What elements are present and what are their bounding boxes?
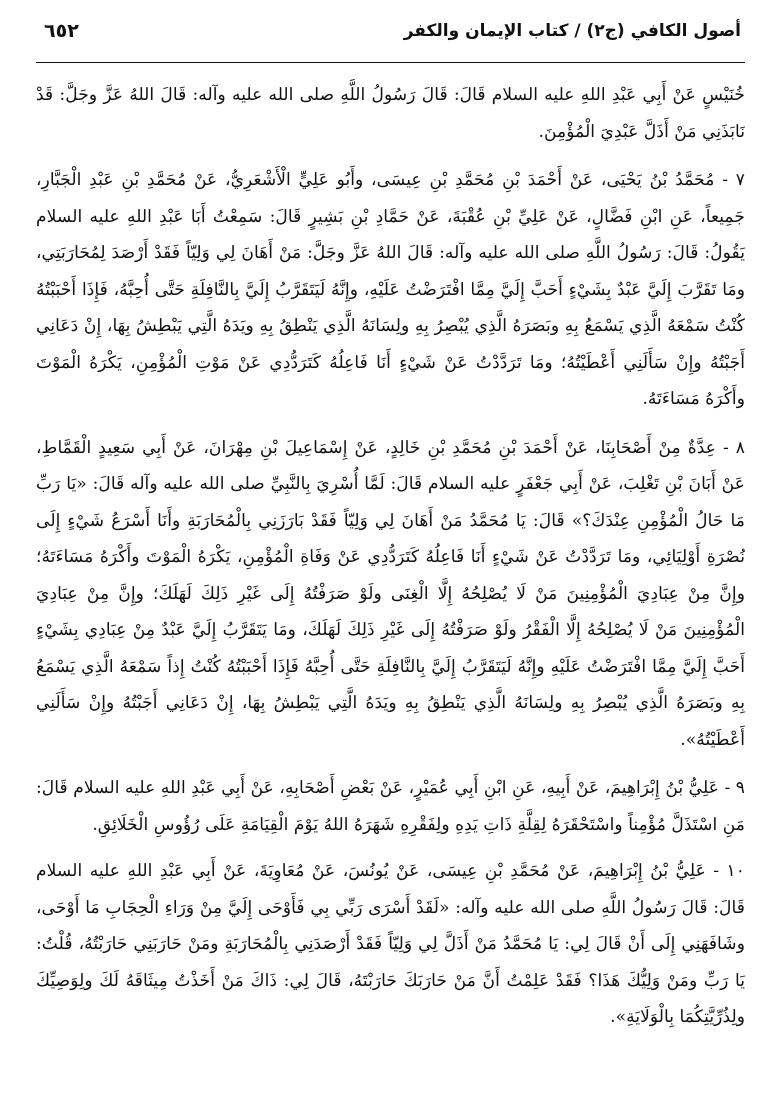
paragraph-hadith-8: ٨ - عِدَّةٌ مِنْ أَصْحَابِنَا، عَنْ أَحْمَدَ بْنِ مُحَمَّدِ بْنِ خَالِدٍ، عَنْ إِسْمَاعِيلَ بْنِ مِهْرَانَ، عَنْ أَبِي سَعِيدٍ الْقَمَّاطِ، عَنْ أَبَانَ بْنِ تَغْلِبَ، عَنْ أَبِي جَعْفَرٍ عليه السلام قَالَ: لَمَّا أُسْرِيَ بِالنَّبِيِّ صلى الله عليه وآله قَالَ: «يَا رَبِّ مَا حَالُ الْمُؤْمِنِ عِنْدَكَ؟» قَالَ: يَا مُحَمَّدُ مَنْ أَهَانَ لِي وَلِيّاً فَقَدْ بَارَزَنِي بِالْمُحَارَبَةِ وأَنَا أَسْرَعُ شَيْءٍ إِلَى نُصْرَةِ أَوْلِيَائِي، ومَا تَرَدَّدْتُ عَنْ شَيْءٍ أَنَا فَاعِلُهُ كَتَرَدُّدِي عَنْ وَفَاةِ الْمُؤْمِنِ، يَكْرَهُ الْمَوْتَ وأَكْرَهُ مَسَاءَتَهُ؛ وإِنَّ مِنْ عِبَادِيَ الْمُؤْمِنِينَ مَنْ لَا يُصْلِحُهُ إِلَّا الْغِنَى ولَوْ صَرَفْتُهُ إِلَى غَيْرِ ذَلِكَ لَهَلَكَ؛ وإِنَّ مِنْ عِبَادِيَ الْمُؤْمِنِينَ مَنْ لَا يُصْلِحُهُ إِلَّا الْفَقْرُ ولَوْ صَرَفْتُهُ إِلَى غَيْرِ ذَلِكَ لَهَلَكَ، ومَا يَتَقَرَّبُ إِلَيَّ عَبْدٌ مِنْ عِبَادِي بِشَيْءٍ أَحَبَّ إِلَيَّ مِمَّا افْتَرَضْتُ عَلَيْهِ وإِنَّهُ لَيَتَقَرَّبُ إِلَيَّ بِالنَّافِلَةِ حَتَّى أُحِبَّهُ فَإِذَا أَحْبَبْتُهُ كُنْتُ إِذاً سَمْعَهُ الَّذِي يَسْمَعُ بِهِ وبَصَرَهُ الَّذِي يُبْصِرُ بِهِ ولِسَانَهُ الَّذِي يَنْطِقُ بِهِ ويَدَهُ الَّتِي يَبْطِشُ بِهَا، إِنْ دَعَانِي أَجَبْتُهُ وإِنْ سَأَلَنِي أَعْطَيْتُهُ». xyxy=(36,437,745,750)
paragraph-hadith-10: ١٠ - عَلِيُّ بْنُ إِبْرَاهِيمَ، عَنْ مُحَمَّدِ بْنِ عِيسَى، عَنْ يُونُسَ، عَنْ مُعَاوِيَةَ، عَنْ أَبِي عَبْدِ اللهِ عليه السلام قَالَ: قَالَ رَسُولُ اللَّهِ صلى الله عليه وآله: «لَقَدْ أَسْرَى رَبِّي بِي فَأَوْحَى إِلَيَّ مِنْ وَرَاءِ الْحِجَابِ مَا أَوْحَى، وشَافَهَنِي إِلَى أَنْ قَالَ لِي: يَا مُحَمَّدُ مَنْ أَذَلَّ لِي وَلِيّاً فَقَدْ أَرْصَدَنِي بِالْمُحَارَبَةِ ومَنْ حَارَبَنِي حَارَبْتُهُ، قُلْتُ: يَا رَبِّ ومَنْ وَلِيُّكَ هَذَا؟ فَقَدْ عَلِمْتُ أَنَّ مَنْ حَارَبَكَ حَارَبْتَهُ، قَالَ لِي: ذَاكَ مَنْ أَخَذْتُ مِيثَاقَهُ لَكَ ولِوَصِيِّكَ ولِذُرِّيَّتِكُمَا بِالْوَلَايَةِ». xyxy=(36,861,745,1027)
page-number: ٦٥٢ xyxy=(44,20,79,42)
page-body xyxy=(36,77,745,1036)
paragraph-hadith-9: ٩ - عَلِيُّ بْنُ إِبْرَاهِيمَ، عَنْ أَبِيهِ، عَنِ ابْنِ أَبِي عُمَيْرٍ، عَنْ بَعْضِ أَصْحَابِهِ، عَنْ أَبِي عَبْدِ اللهِ عليه السلام قَالَ: مَنِ اسْتَذَلَّ مُؤْمِناً واسْتَحْقَرَهُ لِقِلَّةِ ذَاتِ يَدِهِ ولِفَقْرِهِ شَهَرَهُ اللهُ يَوْمَ الْقِيَامَةِ عَلَى رُؤُوسِ الْخَلَائِقِ. xyxy=(36,778,745,835)
running-title: أصول الكافي (ج٢) / كتاب الإيمان والكفر xyxy=(403,21,741,41)
running-header xyxy=(36,0,745,63)
paragraph-hadith-7: ٧ - مُحَمَّدُ بْنُ يَحْيَى، عَنْ أَحْمَدَ بْنِ مُحَمَّدِ بْنِ عِيسَى، وأَبُو عَلِيٍّ الْأَشْعَرِيُّ، عَنْ مُحَمَّدِ بْنِ عَبْدِ الْجَبَّارِ، جَمِيعاً، عَنِ ابْنِ فَضَّالٍ، عَنْ عَلِيِّ بْنِ عُقْبَةَ، عَنْ حَمَّادِ بْنِ بَشِيرٍ قَالَ: سَمِعْتُ أَبَا عَبْدِ اللهِ عليه السلام يَقُولُ: قَالَ: رَسُولُ اللَّهِ صلى الله عليه وآله: قَالَ اللهُ عَزَّ وجَلَّ: مَنْ أَهَانَ لِي وَلِيّاً فَقَدْ أَرْصَدَ لِمُحَارَبَتِي، ومَا تَقَرَّبَ إِلَيَّ عَبْدٌ بِشَيْءٍ أَحَبَّ إِلَيَّ مِمَّا افْتَرَضْتُ عَلَيْهِ، وإِنَّهُ لَيَتَقَرَّبُ إِلَيَّ بِالنَّافِلَةِ حَتَّى أُحِبَّهُ، فَإِذَا أَحْبَبْتُهُ كُنْتُ سَمْعَهُ الَّذِي يَسْمَعُ بِهِ وبَصَرَهُ الَّذِي يُبْصِرُ بِهِ ولِسَانَهُ الَّذِي يَنْطِقُ بِهِ ويَدَهُ الَّتِي يَبْطِشُ بِهَا، إِنْ دَعَانِي أَجَبْتُهُ وإِنْ سَأَلَنِي أَعْطَيْتُهُ؛ ومَا تَرَدَّدْتُ عَنْ شَيْءٍ أَنَا فَاعِلُهُ كَتَرَدُّدِي عَنْ مَوْتِ الْمُؤْمِنِ، يَكْرَهُ الْمَوْتَ وأَكْرَهُ مَسَاءَتَهُ. xyxy=(36,170,745,409)
paragraph-hadith-6-end: خُنَيْسٍ عَنْ أَبِي عَبْدِ اللهِ عليه السلام قَالَ: قَالَ رَسُولُ اللَّهِ صلى الله عليه وآله: قَالَ اللهُ عَزَّ وجَلَّ: قَدْ نَابَذَنِي مَنْ أَذَلَّ عَبْدِيَ الْمُؤْمِنَ. xyxy=(36,85,745,142)
